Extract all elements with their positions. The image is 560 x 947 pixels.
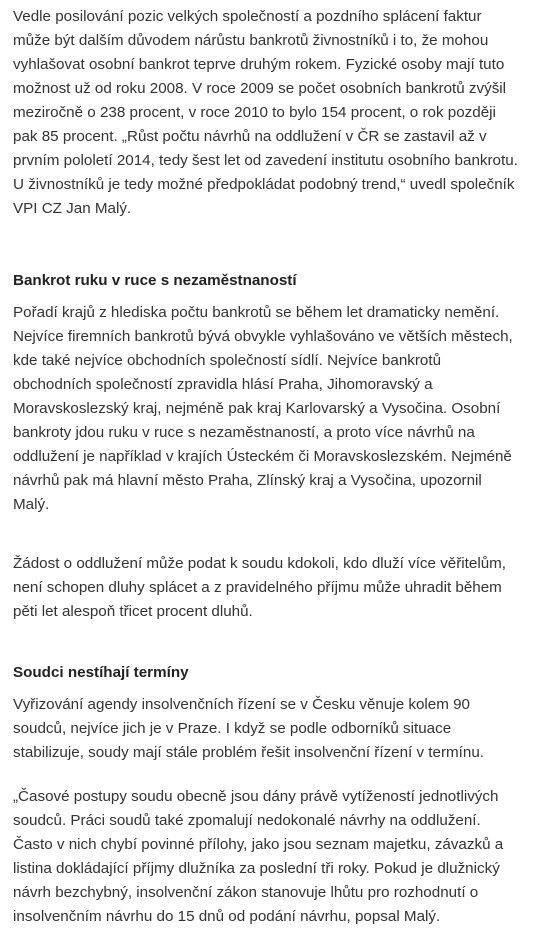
text-line: návrhů pak má hlavní město Praha, Zlínský kraj a Vysočina, upozornil: [13, 472, 482, 489]
text-line: soudců. Práci soudů také zpomalují nedokonalé návrhy na oddlužení.: [13, 812, 481, 829]
text-line: Vedle posilování pozic velkých společností a pozdního splácení faktur: [13, 8, 482, 25]
text-line: Pořadí krajů z hlediska počtu bankrotů se během let dramaticky nemění.: [13, 304, 500, 321]
text-line: možnost už od roku 2008. V roce 2009 se počet osobních bankrotů zvýšil: [13, 80, 507, 97]
text-line: Žádost o oddlužení může podat k soudu kdokoli, kdo dluží více věřitelům,: [13, 555, 507, 572]
text-line: bankroty jdou ruku v ruce s nezaměstnaností, a proto více návrhů na: [13, 424, 475, 441]
text-line: U živnostníků je tedy možné předpokládat podobný trend,“ uvedl společník: [13, 176, 515, 193]
text-line: VPI CZ Jan Malý.: [13, 200, 132, 217]
text-line: Často v nich chybí povinné přílohy, jako jsou seznam majetku, závazků a: [13, 836, 504, 853]
text-line: pěti let alespoň třicet procent dluhů.: [13, 603, 253, 620]
text-line: insolvenčním návrhu do 15 dnů od podání návrhu, popsal Malý.: [13, 908, 441, 925]
paragraph-quote: [13, 785, 553, 929]
paragraph-request: [13, 552, 553, 624]
paragraph-intro: [13, 5, 553, 221]
text-line: Malý.: [13, 496, 50, 513]
text-line: Vyřizování agendy insolvenčních řízení se v Česku věnuje kolem 90: [13, 696, 470, 713]
text-line: listina dokládající příjmy dlužníka za poslední tři roky. Pokud je dlužnický: [13, 860, 500, 877]
text-line: Nejvíce firemních bankrotů bývá obvykle vyhlašováno ve větších městech,: [13, 328, 513, 345]
text-line: soudců, nejvíce jich je v Praze. I když se podle odborníků situace: [13, 720, 452, 737]
text-line: prvním pololetí 2014, tedy šest let od zavedení institutu osobního bankrotu.: [13, 152, 518, 169]
text-line: stabilizuje, soudy mají stále problém řešit insolvenční řízení v termínu.: [13, 744, 485, 761]
paragraph-courts: [13, 693, 553, 765]
text-line: „Časové postupy soudu obecně jsou dány právě vytížeností jednotlivých: [13, 788, 499, 805]
text-line: Moravskoslezský kraj, nejméně pak kraj Karlovarský a Vysočina. Osobní: [13, 400, 501, 417]
text-line: pak 85 procent. „Růst počtu návrhů na oddlužení v ČR se zastavil až v: [13, 128, 487, 145]
paragraph-regions: [13, 301, 553, 517]
section-heading-bankrot: Bankrot ruku v ruce s nezaměstnaností: [13, 272, 297, 289]
text-line: může být dalším důvodem nárůstu bankrotů živnostníků i to, že mohou: [13, 32, 489, 49]
text-line: není schopen dluhy splácet a z pravidelného příjmu může uhradit během: [13, 579, 502, 596]
text-line: obchodních společností zpravidla hlásí Praha, Jihomoravský a: [13, 376, 433, 393]
text-line: vyhlašovat osobní bankrot teprve druhým rokem. Fyzické osoby mají tuto: [13, 56, 505, 73]
text-line: oddlužení je například v krajích Ústeckém či Moravskoslezském. Nejméně: [13, 448, 512, 465]
text-line: návrh bezchybný, insolvenční zákon stanovuje lhůtu pro rozhodnutí o: [13, 884, 479, 901]
section-heading-soudci: Soudci nestíhají termíny: [13, 664, 189, 681]
text-line: kde také nejvíce obchodních společností sídlí. Nejvíce bankrotů: [13, 352, 442, 369]
text-line: meziročně o 238 procent, v roce 2010 to bylo 154 procent, o rok později: [13, 104, 496, 121]
